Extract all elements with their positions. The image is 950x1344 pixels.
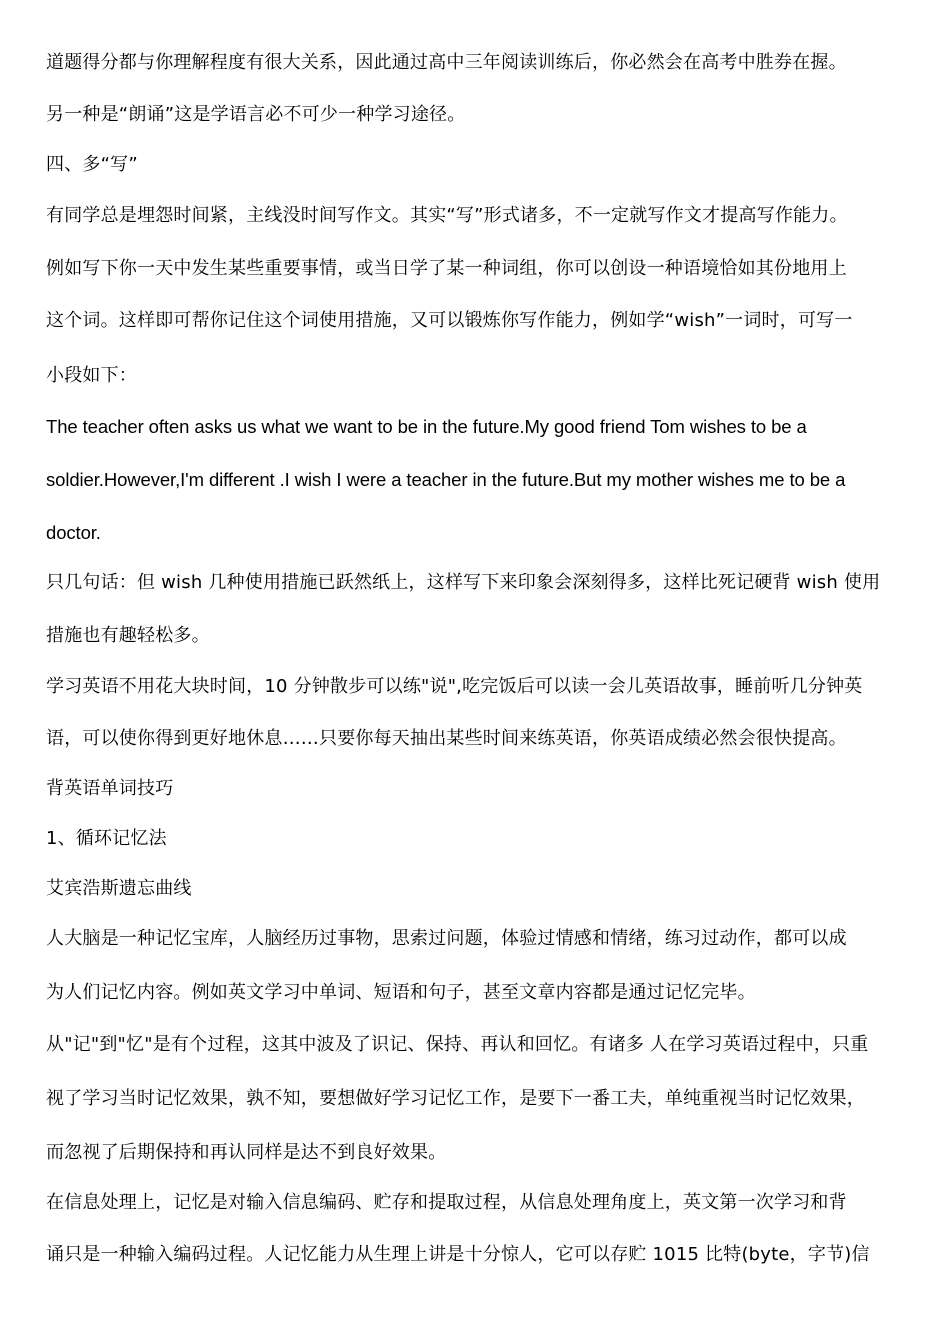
text-line: 这个词。这样即可帮你记住这个词使用措施，又可以锻炼你写作能力，例如学“wish”一词时，可写一: [46, 310, 853, 331]
text-line: 为人们记忆内容。例如英文学习中单词、短语和句子，甚至文章内容都是通过记忆完毕。: [46, 982, 756, 1003]
section-heading: 背英语单词技巧: [46, 778, 174, 799]
text-line: 小段如下：: [46, 365, 137, 386]
text-line: 另一种是“朗诵”这是学语言必不可少一种学习途径。: [46, 104, 466, 125]
text-line: 诵只是一种输入编码过程。人记忆能力从生理上讲是十分惊人，它可以存贮 1015 比特(byte，字节)信: [46, 1244, 870, 1265]
text-line: 而忽视了后期保持和再认同样是达不到良好效果。: [46, 1142, 447, 1163]
section-heading: 四、多“写”: [46, 154, 138, 175]
text-line: 只几句话：但 wish 几种使用措施已跃然纸上，这样写下来印象会深刻得多，这样比死记硬背 wish 使用: [46, 572, 881, 593]
text-line: 语，可以使你得到更好地休息……只要你每天抽出某些时间来练英语，你英语成绩必然会很快提高。: [46, 728, 847, 749]
text-line: 措施也有趣轻松多。: [46, 625, 210, 646]
english-example-line: The teacher often asks us what we want to be in the future.My good friend Tom wishes to be a: [46, 416, 807, 437]
text-line: 从"记"到"忆"是有个过程，这其中波及了识记、保持、再认和回忆。有诸多 人在学习英语过程中，只重: [46, 1034, 869, 1055]
text-line: 视了学习当时记忆效果，孰不知，要想做好学习记忆工作，是要下一番工夫，单纯重视当时记忆效果，: [46, 1088, 865, 1109]
english-example-line: soldier.However,I'm different .I wish I were a teacher in the future.But my mother wishes me to be a: [46, 469, 846, 490]
text-line: 道题得分都与你理解程度有很大关系，因此通过高中三年阅读训练后，你必然会在高考中胜券在握。: [46, 52, 847, 73]
text-line: 在信息处理上，记忆是对输入信息编码、贮存和提取过程，从信息处理角度上，英文第一次学习和背: [46, 1192, 847, 1213]
english-example-line: doctor.: [46, 522, 101, 543]
text-line: 有同学总是埋怨时间紧，主线没时间写作文。其实“写”形式诸多，不一定就写作文才提高写作能力。: [46, 205, 848, 226]
text-line: 学习英语不用花大块时间，10 分钟散步可以练"说",吃完饭后可以读一会儿英语故事，睡前听几分钟英: [46, 676, 863, 697]
text-line: 例如写下你一天中发生某些重要事情，或当日学了某一种词组，你可以创设一种语境恰如其份地用上: [46, 258, 847, 279]
text-line: 人大脑是一种记忆宝库，人脑经历过事物，思索过问题，体验过情感和情绪，练习过动作，都可以成: [46, 928, 847, 949]
subsection-heading: 1、循环记忆法: [46, 828, 167, 849]
subsection-heading: 艾宾浩斯遗忘曲线: [46, 878, 192, 899]
